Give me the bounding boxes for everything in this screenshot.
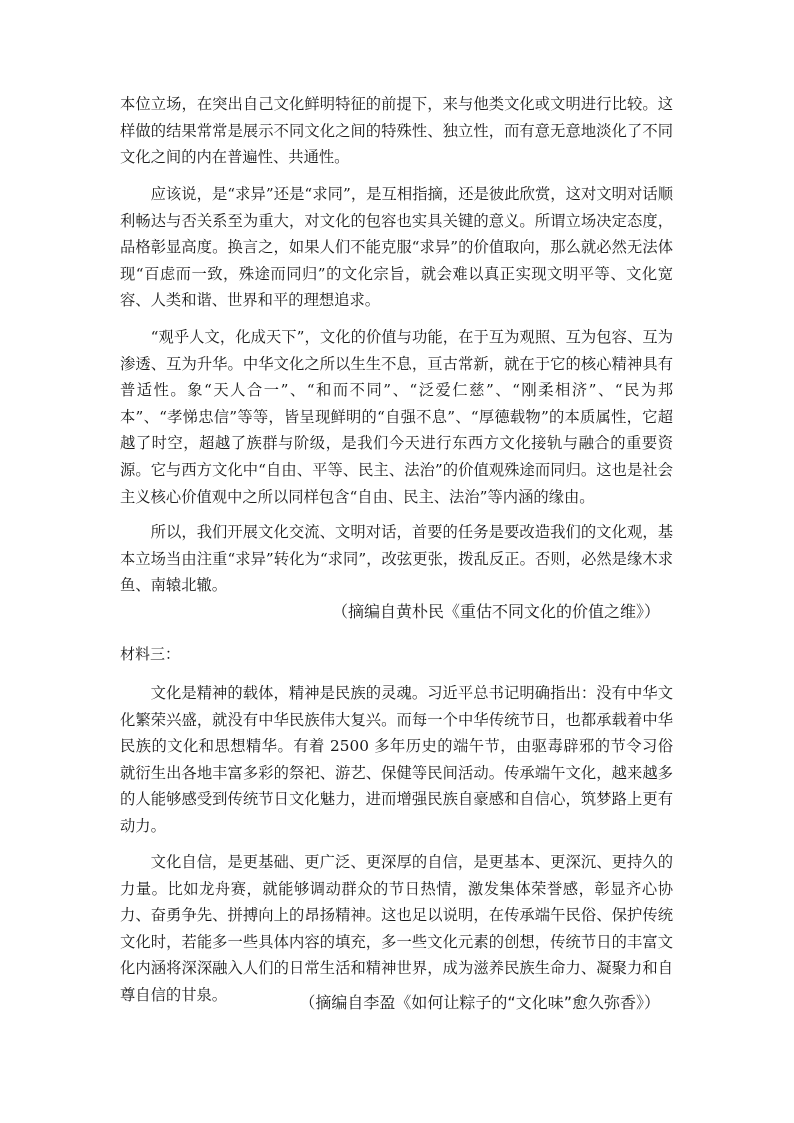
paragraph-cultural-confidence: 文化自信，是更基础、更广泛、更深厚的自信，是更基本、更深沉、更持久的力量。比如龙舟赛，就能够调动群众的节日热情，激发集体荣誉感，彰显齐心协力、奋勇争先、拼搏向上的昂扬精神。这也足以说明，在传承端午民俗、保护传统文化时，若能多一些具体内容的填充，多一些文化元素的创想，传统节日的丰富文化内涵将深深融入人们的日常生活和精神世界，成为滋养民族生命力、凝聚力和自尊自信的甘泉。 xyxy=(120,853,673,1004)
paragraph-culture-carrier: 文化是精神的载体，精神是民族的灵魂。习近平总书记明确指出：没有中华文化繁荣兴盛，就没有中华民族伟大复兴。而每一个中华传统节日，也都承载着中华民族的文化和思想精华。有着 2500 多年历史的端午节，由驱毒辟邪的节令习俗就衍生出各地丰富多彩的祭祀、游艺、保健等民间活动。传承端午文化，越来越多的人能够感受到传统节日文化魅力，进而增强民族自豪感和自信心，筑梦路上更有动力。 xyxy=(120,684,673,835)
source-citation-material-three: （摘编自李盈《如何让粽子的“文化味”愈久弥香》） xyxy=(299,993,660,1012)
paragraph-conclusion: 所以，我们开展文化交流、文明对话，首要的任务是要改造我们的文化观，基本立场当由注重“求异”转化为“求同”，改弦更张，拨乱反正。否则，必然是缘木求鱼、南辕北辙。 xyxy=(120,523,673,595)
paragraph-value-of-culture: “观乎人文，化成天下”，文化的价值与功能，在于互为观照、互为包容、互为渗透、互为升华。中华文化之所以生生不息，亘古常新，就在于它的核心精神具有普适性。象“天人合一”、“和而不同”、“泛爱仁慈”、“刚柔相济”、“民为邦本”、“孝悌忠信”等等，皆呈现鲜明的“自强不息”、“厚德载物”的本质属性，它超越了时空，超越了族群与阶级，是我们今天进行东西方文化接轨与融合的重要资源。它与西方文化中“自由、平等、民主、法治”的价值观殊途而同归。这也是社会主义核心价值观中之所以同样包含“自由、民主、法治”等内涵的缘由。 xyxy=(120,328,673,506)
paragraph-continuation: 本位立场，在突出自己文化鲜明特征的前提下，来与他类文化或文明进行比较。这样做的结果常常是展示不同文化之间的特殊性、独立性，而有意无意地淡化了不同文化之间的内在普遍性、共通性。 xyxy=(120,95,673,167)
paragraph-seek-common-ground: 应该说，是“求异”还是“求同”，是互相指摘，还是彼此欣赏，这对文明对话顺利畅达与否关系至为重大，对文化的包容也实具关键的意义。所谓立场决定态度，品格彰显高度。换言之，如果人们不能克服“求异”的价值取向，那么就必然无法体现“百虑而一致，殊途而同归”的文化宗旨，就会难以真正实现文明平等、文化宽容、人类和谐、世界和平的理想追求。 xyxy=(120,185,673,310)
material-three-heading: 材料三： xyxy=(120,645,181,663)
source-citation-material-two: （摘编自黄朴民《重估不同文化的价值之维》） xyxy=(331,602,660,621)
